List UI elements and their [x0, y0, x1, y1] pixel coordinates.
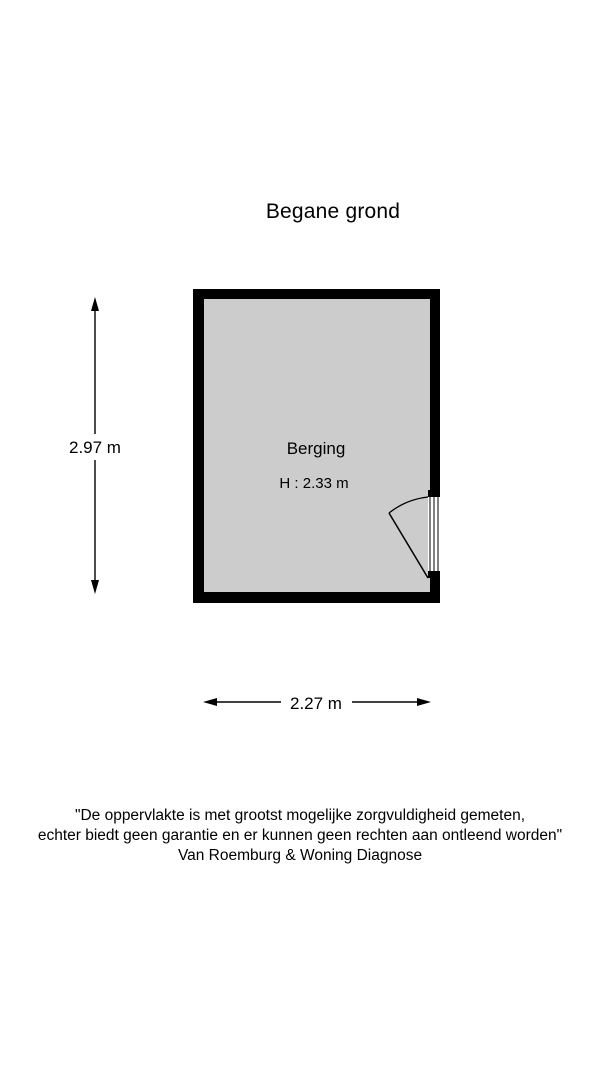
arrow-right-icon — [417, 698, 431, 706]
arrow-left-icon — [203, 698, 217, 706]
door-jamb — [428, 571, 440, 578]
door-jamb — [428, 490, 440, 497]
disclaimer — [0, 806, 600, 866]
arrow-up-icon — [91, 297, 99, 311]
room-height: H : 2.33 m — [279, 475, 349, 492]
vertical-dimension-label: 2.97 m — [69, 438, 121, 457]
disclaimer-line: echter biedt geen garantie en er kunnen geen rechten aan ontleend worden" — [37, 827, 563, 844]
horizontal-dimension-label: 2.27 m — [290, 694, 342, 713]
disclaimer-line: "De oppervlakte is met grootst mogelijke zorgvuldigheid gemeten, — [74, 807, 526, 824]
disclaimer-company: Van Roemburg & Woning Diagnose — [177, 847, 423, 864]
arrow-down-icon — [91, 580, 99, 594]
room-name: Berging — [286, 439, 346, 458]
floor-title: Begane grond — [265, 200, 401, 223]
